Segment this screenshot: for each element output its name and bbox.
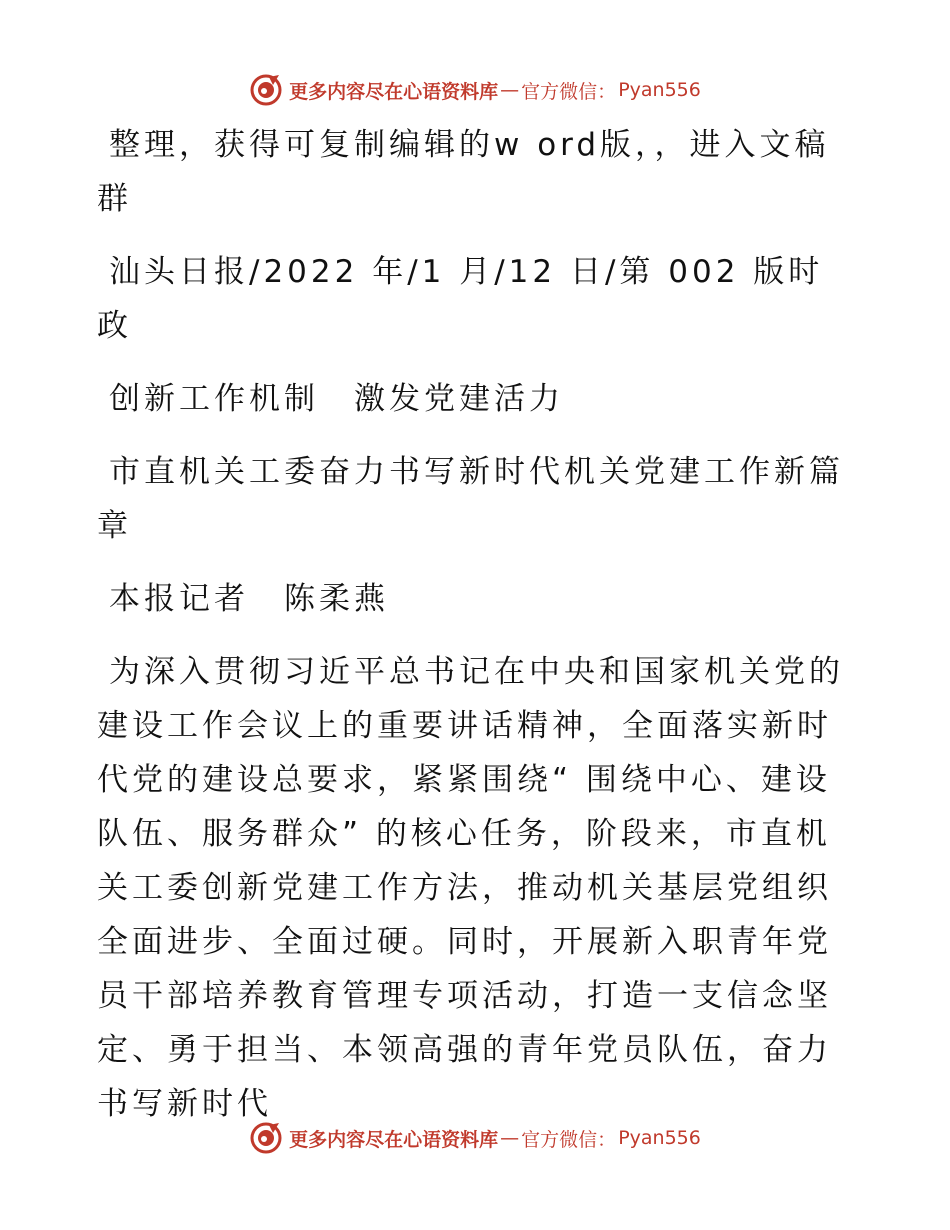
watermark-title: 更多内容尽在心语资料库 (289, 1128, 499, 1151)
body-paragraph: 为深入贯彻习近平总书记在中央和国家机关党的建设工作会议上的重要讲话精神，全面落实新时代党的建设总要求，紧紧围绕“ 围绕中心、建设队伍、服务群众” 的核心任务，阶段来，市直机关工委创新党建工作方法，推动机关基层党组织全面进步、全面过硬。同时，开展新入职青年党员干部培养教育管理专项活动，打造一支信念坚定、勇于担当、本领高强的青年党员队伍，奋力书写新时代 (97, 654, 844, 1122)
footer-watermark (0, 1118, 950, 1158)
watermark-wechat-id: Pyan556 (618, 1127, 701, 1149)
watermark-title: 更多内容尽在心语资料库 (289, 80, 499, 103)
subheadline: 市直机关工委奋力书写新时代机关党建工作新篇章 (97, 454, 844, 544)
byline: 本报记者 陈柔燕 (109, 581, 389, 617)
headline: 创新工作机制 激发党建活力 (109, 381, 564, 417)
watermark-wechat-id: Pyan556 (618, 79, 701, 101)
pen-logo-icon (249, 73, 283, 107)
watermark-dash: — (500, 1127, 520, 1149)
source-line: 汕头日报/2022 年/1 月/12 日/第 002 版时政 (97, 254, 824, 344)
intro-note: 整理，获得可复制编辑的w ord版，，进入文稿群 (97, 127, 830, 217)
watermark-wechat-label: 官方微信： (521, 1128, 617, 1151)
header-watermark (0, 70, 950, 110)
pen-logo-icon (249, 1121, 283, 1155)
document-body (97, 118, 857, 1131)
watermark-wechat-label: 官方微信： (521, 80, 617, 103)
watermark-dash: — (500, 79, 520, 101)
